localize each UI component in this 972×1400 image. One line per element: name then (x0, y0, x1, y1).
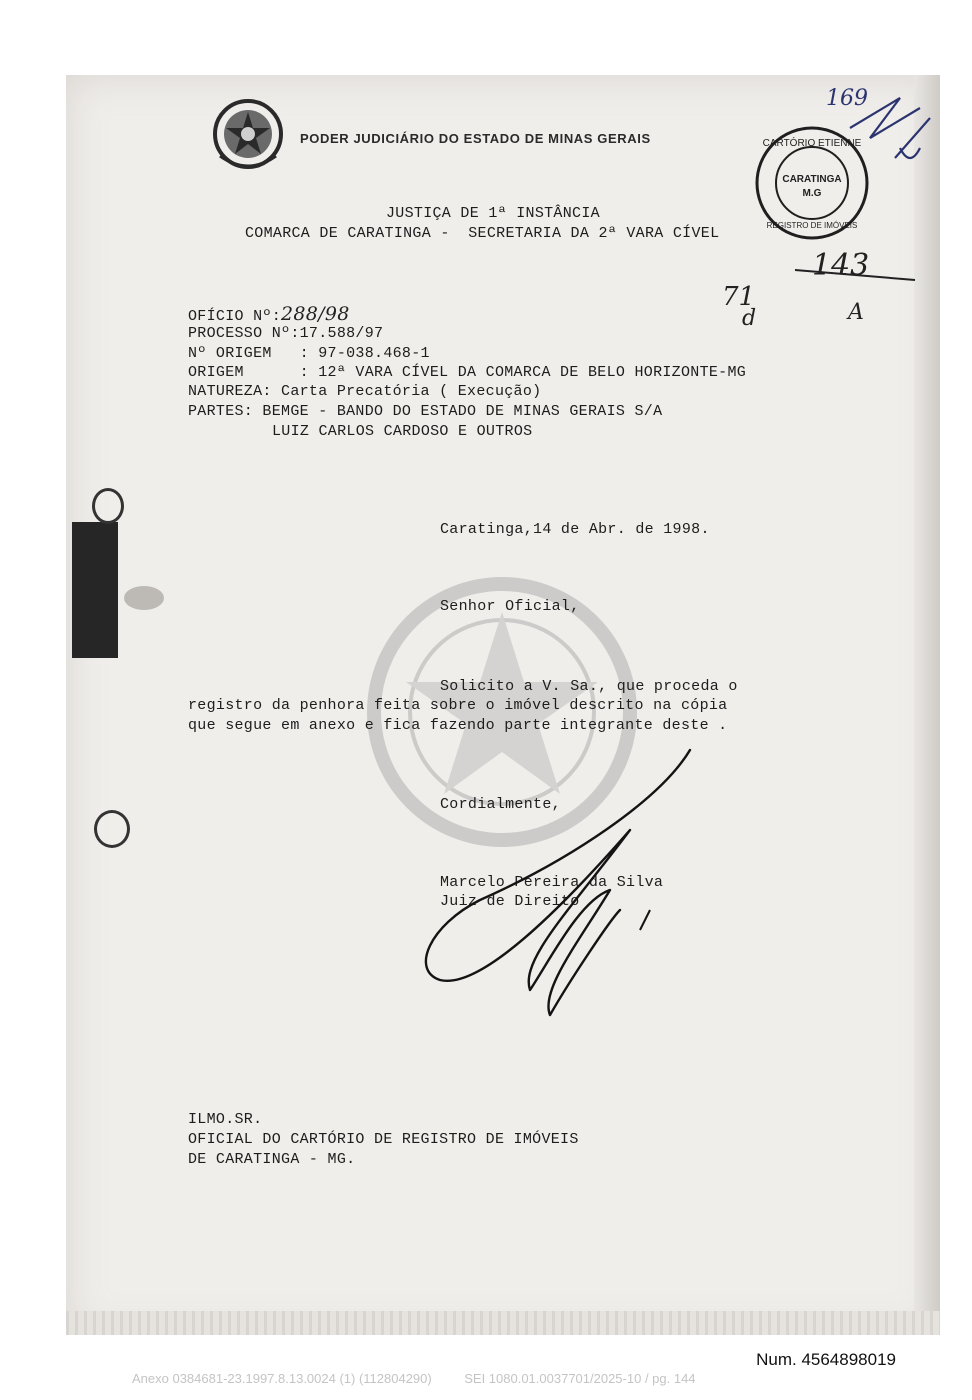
punch-hole-top (92, 488, 124, 524)
addressee-office: OFICIAL DO CARTÓRIO DE REGISTRO DE IMÓVEIS (188, 1131, 579, 1148)
handwritten-initial: A (848, 300, 864, 325)
partes-line-2: LUIZ CARLOS CARDOSO E OUTROS (272, 423, 533, 440)
secretariat-heading: COMARCA DE CARATINGA - SECRETARIA DA 2ª VARA CÍVEL (245, 225, 720, 242)
origem-line: ORIGEM : 12ª VARA CÍVEL DA COMARCA DE BELO HORIZONTE-MG (188, 364, 747, 381)
addressee-honorific: ILMO.SR. (188, 1111, 263, 1128)
natureza-line: NATUREZA: Carta Precatória ( Execução) (188, 383, 542, 400)
footer-reference: Anexo 0384681-23.1997.8.13.0024 (1) (112804290) SEI 1080.01.0037701/2025-10 / pg. 144 (132, 1371, 696, 1386)
oficio-number: 288/98 (281, 303, 350, 325)
document-number: Num. 4564898019 (756, 1350, 896, 1369)
letter-salutation: Senhor Oficial, (440, 598, 580, 615)
coat-of-arms-icon (210, 96, 286, 174)
partes-line: PARTES: BEMGE - BANDO DO ESTADO DE MINAS GERAIS S/A (188, 403, 663, 420)
signer-name: Marcelo Pereira da Silva (440, 874, 664, 891)
signer-title: Juiz de Direito (440, 893, 580, 910)
margin-blot (72, 522, 118, 658)
stamp-ring-bottom: REGISTRO DE IMÓVEIS (766, 221, 858, 230)
handwritten-strike (790, 240, 920, 290)
letter-date: Caratinga,14 de Abr. de 1998. (440, 521, 710, 538)
handwritten-scribble (840, 88, 940, 178)
handwritten-margin-number: 143 (812, 248, 870, 283)
stamp-center-city: CARATINGA (782, 174, 842, 185)
handwritten-note-71: 71 (722, 282, 756, 312)
handwritten-signature (410, 740, 730, 1030)
institution-title: PODER JUDICIÁRIO DO ESTADO DE MINAS GERAIS (300, 131, 651, 146)
letter-body-line-2: registro da penhora feita sobre o imóvel descrito na cópia (188, 697, 728, 714)
letter-closing: Cordialmente, (440, 796, 561, 813)
stamp-ring-top: CARTÓRIO ETIENNE (762, 138, 862, 149)
punch-hole-bottom (94, 810, 130, 848)
oficio-label: OFÍCIO Nº: (188, 308, 282, 325)
addressee-city: DE CARATINGA - MG. (188, 1151, 356, 1168)
letter-body-line-1: Solicito a V. Sa., que proceda o (440, 678, 738, 695)
letter-body-line-3: que segue em anexo e fica fazendo parte integrante deste . (188, 717, 728, 734)
page-bottom-edge (66, 1311, 940, 1335)
processo-line: PROCESSO Nº:17.588/97 (188, 325, 384, 342)
stamp-center-state: M.G (802, 188, 822, 199)
origem-number-line: Nº ORIGEM : 97-038.468-1 (188, 345, 430, 362)
handwritten-note-initial: d (742, 306, 757, 331)
margin-smudge (124, 586, 164, 610)
handwritten-page-number: 169 (826, 86, 868, 111)
court-heading: JUSTIÇA DE 1ª INSTÂNCIA (386, 205, 600, 222)
